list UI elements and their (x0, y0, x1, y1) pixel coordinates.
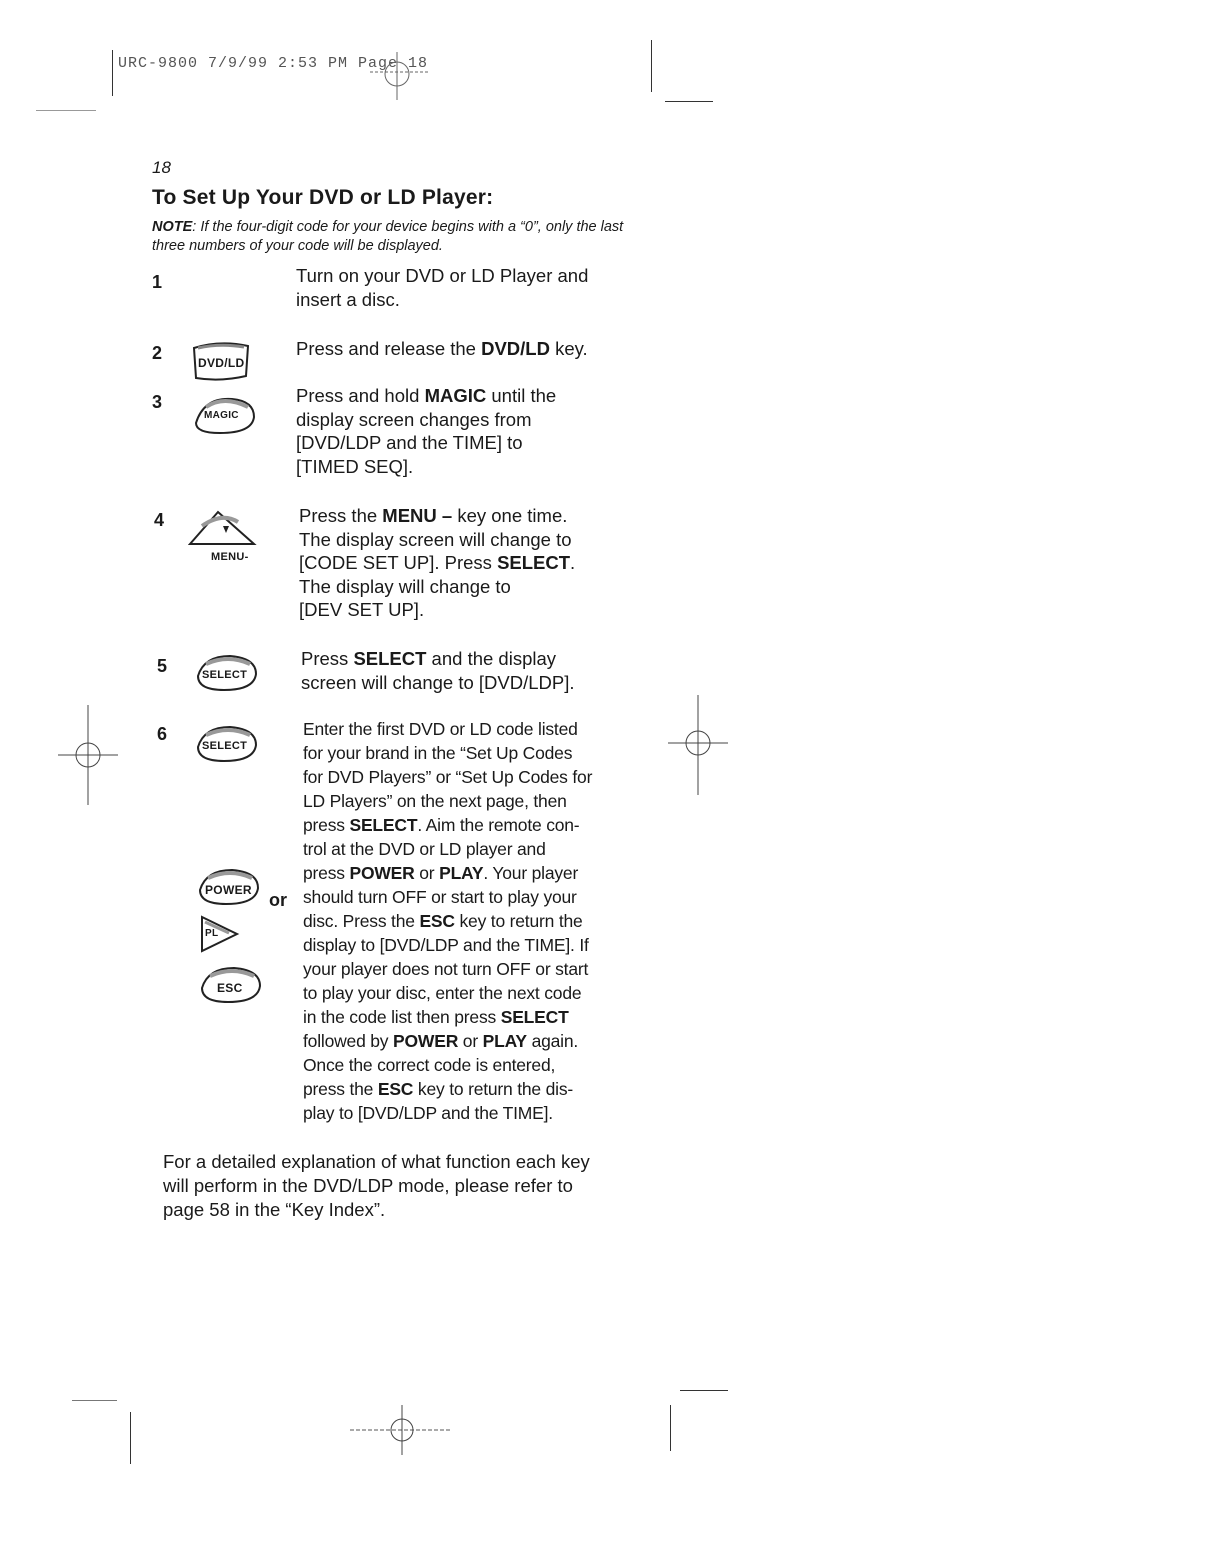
crop-mark-bottom-left-v (130, 1412, 131, 1464)
menu-key-label: MENU- (211, 551, 249, 563)
or-label: or (269, 890, 287, 910)
magic-key-label: MAGIC (204, 410, 239, 421)
menu-down-key-icon (188, 506, 260, 566)
crop-mark-top-right-v (651, 40, 652, 92)
step-3-text: Press and hold MAGIC until the display screen changes from [DVD/LDP and the TIME] to [TIMED SEQ]. (296, 385, 557, 477)
note (152, 218, 632, 256)
print-slug: URC-9800 7/9/99 2:53 PM Page 18 (118, 55, 429, 72)
dvd-ld-key-label: DVD/LD (198, 356, 245, 370)
dvd-ld-key-icon (190, 340, 252, 382)
power-key-label: POWER (205, 883, 252, 897)
step-number: 6 (157, 724, 168, 744)
esc-key-label: ESC (217, 981, 243, 995)
crop-mark-top-right-h (665, 101, 713, 102)
play-key-label: PL (205, 928, 219, 939)
step-number: 2 (152, 343, 163, 363)
crop-mark-top-left-h (36, 110, 96, 111)
step-6-text: Enter the first DVD or LD code listed for your brand in the “Set Up Codes for DVD Players” or “Set Up Codes for LD Players” on the next page, then press SELECT. Aim the remote con- trol at the DVD or LD player and press POWER or PLAY. Your player should turn OFF or start to play your disc. Press the ESC key to return the display to [DVD/LDP and the TIME]. If your player does not turn OFF or start to play your disc, enter the next code in the code list then press SELECT followed by POWER or PLAY again. Once the correct code is entered, press the ESC key to return the dis- play to [DVD/LDP and the TIME]. (303, 719, 593, 1123)
slug-left-rule (112, 50, 113, 96)
step-1-text: Turn on your DVD or LD Player and insert a disc. (296, 265, 589, 310)
select-key-icon (194, 654, 262, 694)
step-number: 3 (152, 392, 163, 412)
step-number: 1 (152, 272, 163, 292)
registration-mark-bottom (350, 1405, 450, 1455)
registration-mark-left (58, 705, 118, 805)
registration-mark-right (668, 695, 728, 795)
crop-mark-bottom-right-v (670, 1405, 671, 1451)
crop-crosshair-top (345, 52, 445, 102)
select-key-icon (194, 725, 262, 765)
step-2-text: Press and release the DVD/LD key. (296, 338, 588, 359)
step-4-text: Press the MENU – key one time. The display screen will change to [CODE SET UP]. Press SELECT. The display will change to [DEV SET UP]. (299, 505, 576, 620)
select-key-label: SELECT (202, 669, 248, 681)
page-title: To Set Up Your DVD or LD Player: (152, 186, 494, 209)
crop-mark-bottom-right-h (680, 1390, 728, 1391)
magic-key-icon (190, 393, 260, 437)
step-5-text: Press SELECT and the display screen will change to [DVD/LDP]. (301, 648, 575, 693)
page-number: 18 (152, 158, 171, 177)
select-key-label: SELECT (202, 740, 248, 752)
note-text: : If the four-digit code for your device begins with a “0”, only the last three numbers of your code will be displayed. (152, 219, 624, 254)
play-key-icon (199, 914, 241, 954)
esc-key-icon (198, 966, 264, 1006)
footer-paragraph: For a detailed explanation of what function each key will perform in the DVD/LDP mode, please refer to page 58 in the “Key Index”. (163, 1151, 590, 1220)
power-key-icon (196, 866, 264, 908)
step-number: 5 (157, 656, 168, 676)
note-label: NOTE (152, 219, 193, 235)
crop-mark-bottom-left-h (72, 1400, 117, 1401)
step-number: 4 (154, 510, 165, 530)
